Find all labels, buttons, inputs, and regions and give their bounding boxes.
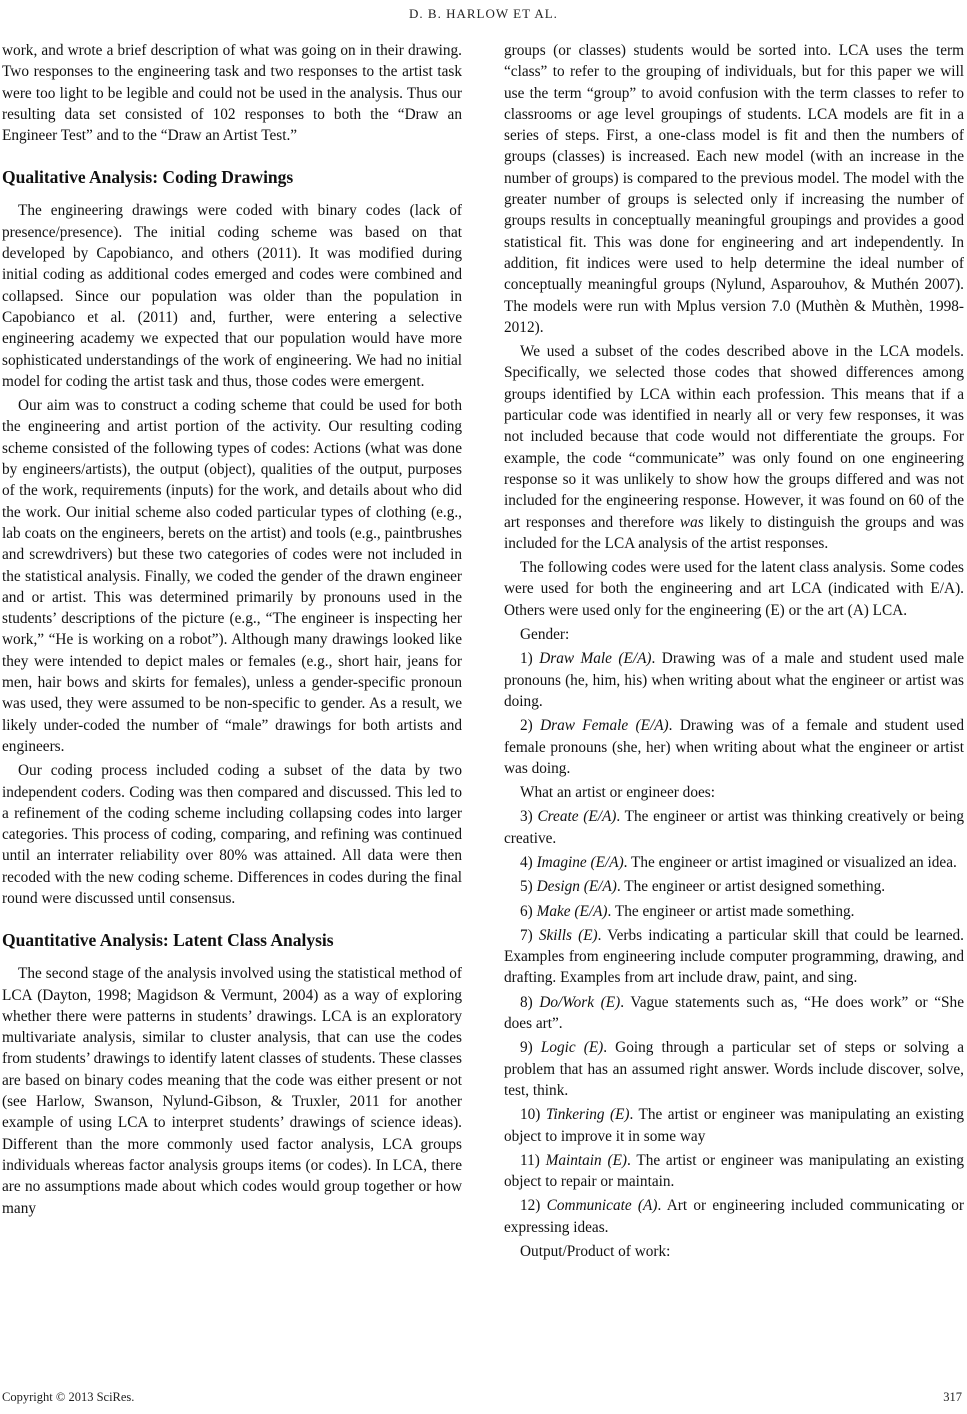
label-does: What an artist or engineer does: (520, 784, 715, 802)
code-item: 1) Draw Male (E/A). Drawing was of a male and student used male pronouns (he, him, his) when writing about what the engineer or artist was doing. (504, 650, 964, 710)
section-heading-lca: Quantitative Analysis: Latent Class Analysis (2, 930, 334, 951)
code-item: 7) Skills (E). Verbs indicating a particular skill that could be learned. Examples from engineering include computer programming, drawing, and drafting. Examples from art include draw, paint, and sing. (504, 926, 964, 987)
code-item: 11) Maintain (E). The artist or engineer was manipulating an existing object to repair or maintain. (504, 1151, 965, 1191)
code-item: 8) Do/Work (E). Vague statements such as, “He does work” or “She does art”. (504, 993, 964, 1033)
code-item: 5) Design (E/A). The engineer or artist designed something. (520, 878, 886, 896)
paragraph-intro: work, and wrote a brief description of what was going on in their drawing. Two responses to the engineering task and two responses to the artist task were too light to be legible and could not be used in the analysis. Thus our resulting data set consisted of 102 responses to both the “Draw an Engineer Test” and to the “Draw an Artist Test.” (2, 42, 462, 145)
section-heading-coding: Qualitative Analysis: Coding Drawings (2, 167, 294, 188)
label-gender: Gender: (520, 626, 570, 644)
page-number: 317 (943, 1390, 962, 1404)
paragraph-coding-1: The engineering drawings were coded with binary codes (lack of presence/presence). The initial coding scheme was based on that developed by Capobianco, and others (2011). It was modified during initial coding as additional codes emerged and codes were combined and collapsed. Since our population was older than the population in Capobianco et al. (2011) and, further, were entering a selective engineering academy we expected that our population would have more sophisticated understandings of the work of engineering. We had no initial model for coding the artist task and thus, those codes were emergent. (2, 202, 462, 390)
paragraph-subset: We used a subset of the codes described above in the LCA models. Specifically, we selected those codes that showed differences among groups identified by LCA within each profession. This means that if a particular code was identified in nearly all or very few responses, it was not included because that code would not differentiate the groups. For example, the code “communicate” was only found on one engineering response so it was unlikely to show how the groups differed and was not included for the engineering response. However, it was found on 60 of the art responses and therefore was likely to distinguish the groups and was included for the LCA analysis of the artist responses. (504, 343, 964, 552)
paragraph-coding-3: Our coding process included coding a subset of the data by two independent coders. Coding was then compared and discussed. This led to a refinement of the coding scheme including collapsing codes into larger categories. This process of coding, comparing, and refining was continued until an interrater reliability over 80% was attained. All data were then recoded with the new coding scheme. Differences in codes during the final round were discussed until consensus. (2, 762, 462, 907)
code-item: 3) Create (E/A). The engineer or artist was thinking creatively or being creative. (504, 808, 965, 847)
code-item: 4) Imagine (E/A). The engineer or artist imagined or visualized an idea. (520, 853, 957, 871)
code-item: 9) Logic (E). Going through a particular set of steps or solving a problem that has an assumed right answer. Words include discover, solve, test, think. (504, 1039, 964, 1099)
paragraph-continued: groups (or classes) students would be sorted into. LCA uses the term “class” to refer to the grouping of individuals, but for this paper we will use the term “group” to avoid confusion with the term classes to refer to classrooms or age level groupings of students. LCA models are fit in a series of steps. First, a one-class model is fit and then the numbers of groups (classes) is increased. Each new model (with an increase in the number of groups) is compared to the previous model. The model with the greater number of groups is selected only if increasing the number of groups results in conceptually meaningful groupings and provides a good statistical fit. This was done for engineering and art independently. In addition, fit indices were used to help determine the ideal number of conceptually meaningful groups (Nylund, Asparouhov, & Muthén 2007). The models were run with Mplus version 7.0 (Muthèn & Muthèn, 1998-2012). (504, 42, 964, 336)
right-column (504, 40, 964, 1265)
code-item: 6) Make (E/A). The engineer or artist made something. (520, 902, 855, 920)
running-head: D. B. HARLOW ET AL. (409, 6, 558, 21)
paragraph-lca-1: The second stage of the analysis involved using the statistical method of LCA (Dayton, 1998; Magidson & Vermunt, 2004) as a way of exploring whether there were patterns in students’ drawings. LCA is an exploratory multivariate analysis, similar to cluster analysis, that can use the codes from students’ drawings to identify latent classes of students. These classes are based on binary codes meaning that the code was either present or not (see Harlow, Swanson, Nylund-Gibson, & Truxler, 2011 for another example of using LCA to interpret students’ drawings of science ideas). Different than the more commonly used factor analysis, LCA groups individuals whereas factor analysis groups items (or codes). In LCA, there are no assumptions made about which codes would group together or how many (2, 965, 462, 1217)
label-output: Output/Product of work: (520, 1243, 671, 1261)
left-column (2, 40, 462, 1222)
paragraph-following: The following codes were used for the latent class analysis. Some codes were used for both the engineering and art LCA (indicated with E/A). Others were used only for the engineering (E) or the art (A) LCA. (504, 559, 964, 619)
code-item: 10) Tinkering (E). The artist or engineer was manipulating an existing object to improve it in some way (504, 1106, 965, 1145)
copyright-notice: Copyright © 2013 SciRes. (2, 1390, 135, 1404)
paragraph-coding-2: Our aim was to construct a coding scheme that could be used for both the engineering and artist portion of the activity. Our resulting coding scheme consisted of the following types of codes: Actions (what was done by engineers/artists), the output (object), qualities of the output, purposes of the work, requirements (inputs) for the work, and details about who did the work. Our initial scheme also coded particular types of clothing (e.g., lab coats on the engineers, berets on the artist) and tools (e.g., paintbrushes and screwdrivers) but these two categories of codes were not included in the statistical analysis. Finally, we coded the gender of the drawn engineer and or artist. This was determined primarily by pronouns used in the students’ descriptions of the picture (e.g., “The engineer is inspecting her work,” “He is working on a robot”). Although many drawings looked like they were intended to depict males or females (e.g., short hair, jeans for men, hair bows and skirts for females), unless a gender-specific pronoun was used, they were assumed to be non-specific to gender. As a result, we likely under-coded the number of “male” drawings for both artists and engineers. (2, 397, 462, 755)
code-item: 12) Communicate (A). Art or engineering included communicating or expressing ideas. (504, 1197, 964, 1236)
code-item: 2) Draw Female (E/A). Drawing was of a female and student used female pronouns (she, her) when writing about what the engineer or artist was doing. (504, 717, 965, 777)
